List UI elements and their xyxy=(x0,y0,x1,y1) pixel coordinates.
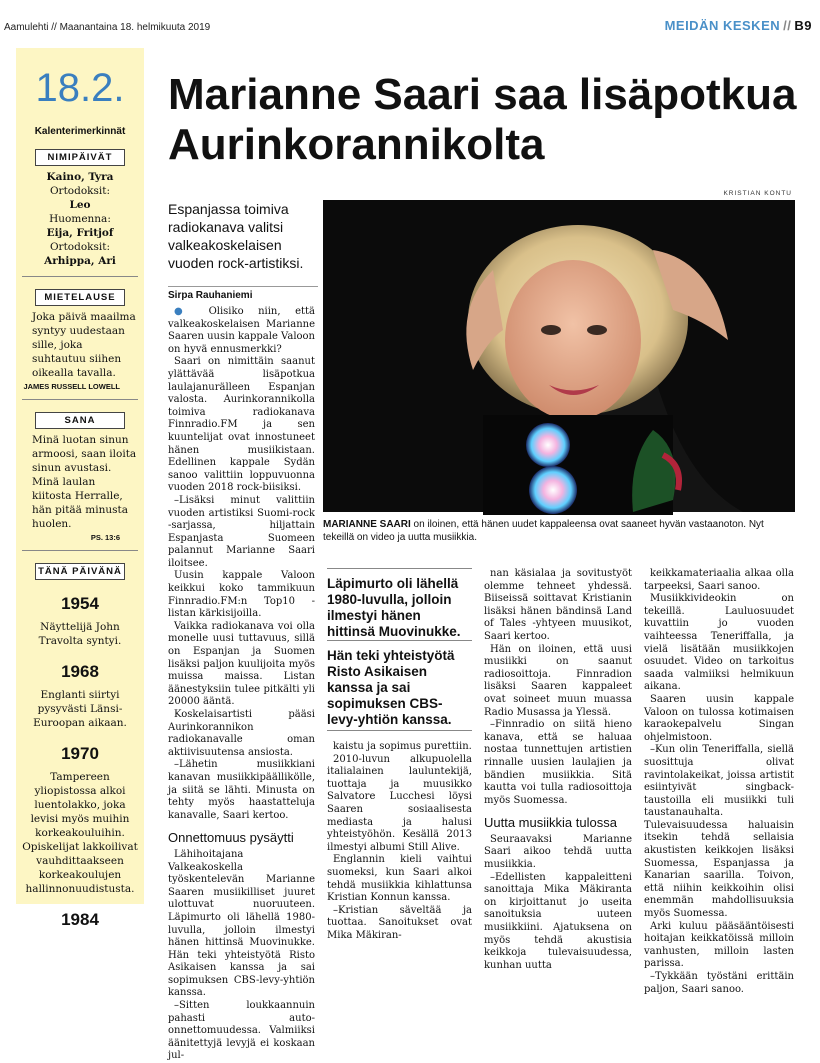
article-column-4 xyxy=(644,568,794,996)
article-paragraph: Saari on nimittäin saanut ylättävää lisäpotkua laulajanurälleen Espanjan valosta. Aurinkorannikolla toimiva radiokanava Finnradio.FM ja sen kuuntelijat ovat innostuneet hänen musiikistaan. Edellinen kappale Sydän sanoo valittiin loppuvuonna vuoden 2018 rock-biisiksi. xyxy=(168,356,315,494)
article-photo xyxy=(323,200,795,512)
event-year: 1970 xyxy=(61,744,99,763)
section-separator: // xyxy=(783,18,792,33)
mietelause-text: Joka päivä maailma syntyy uudestaan sille, joka suhtautuu siihen oikealla tavalla. xyxy=(32,311,136,379)
sana-text: Minä luotan sinun armoosi, saan iloita sinun avustasi. Minä laulan kiitosta Herralle, hän pitää minusta huolen. xyxy=(32,434,137,530)
article-paragraph: –Lähetin musiikkiani kanavan musiikkipäällikölle, ja siitä se lähti. Minusta on tehty myös haastatteluja kanavalle, Saari kertoo. xyxy=(168,759,315,821)
article-paragraph: Hän on iloinen, että uusi musiikki on saanut radiosoittoja. Finnradion lisäksi Saaren kappaleet ovat soineet muun muassa Radio Musassa ja Yle​ssä. xyxy=(484,643,632,718)
pull-quote-1: Läpimurto oli lähellä 1980-luvulla, jolloin ilmestyi hänen hittinsä Muovinukke. xyxy=(327,576,461,639)
article-paragraph: –Finnradio on siitä hieno kanava, että se haluaa nostaa tunnettujen artistien rinnalle uusien laulajien ja bändien musiikkia. Sitä kautta voi tulla radiosoittoja myös Suomessa. xyxy=(484,719,632,806)
section-name: MEIDÄN KESKEN xyxy=(664,18,781,33)
article-paragraph: –Kun olin Teneriffalla, siellä suosittuja olivat ravintolakeikat, joissa artistit esiintyivät singback-taustoilla eli musiikki tuli taustanauhalta. Tulevaisuudessa haluaisin itsekin tehdä sellaisia akustisten keikkojen lisäksi Suomessa, Espanjassa ja Kanarian saarilla. Toivon, että niihin keikkoihin olisi enemmän mahdollisuuksia myös Suomessa. xyxy=(644,744,794,920)
article-column-1 xyxy=(168,306,315,1063)
event-text: Englanti siirtyi pysyvästi Länsi-Euroopan aikaan. xyxy=(33,689,127,729)
article-paragraph: Musiikkivideokin on tekeillä. Lauluosuudet kuvattiin jo vuoden vaihteessa Teneriffalla, ja vielä lisätään musiikkojen osuudet. Video on tarkoitus saada valmiiksi helmikuun aikana. xyxy=(644,593,794,693)
nameday-line: Ortodoksit: xyxy=(49,241,111,253)
article-column-2 xyxy=(327,741,472,943)
article-paragraph: 2010-luvun alkupuolella italialainen lauluntekijä, tuottaja ja muusikko Salvatore Lucchesi löysi Saaren sosiaalisesta mediasta ja halusi yhteistyöhön. Kesällä 2013 ilmestyi albumi Still Alive. xyxy=(327,753,472,853)
subheading: Onnettomuus pysäytti xyxy=(168,830,294,846)
divider xyxy=(22,276,138,277)
article-paragraph: –Sitten loukkaannuin pahasti auto-onnettomuudessa. Valmiiksi äänitettyjä levyjä ei koskaan jul- xyxy=(168,1000,315,1062)
nimipaivat-list xyxy=(22,170,138,268)
bullet-icon: ● xyxy=(174,306,209,317)
sidebar-date: 18.2. xyxy=(35,66,125,110)
tanaan-heading: TÄNÄ PÄIVÄNÄ xyxy=(35,563,125,580)
article-paragraph: Saaren uusin kappale Valoon on tulossa kotimaisen karaokepalvelu Singan ohjelmistoon. xyxy=(644,693,794,743)
calendar-sidebar xyxy=(16,48,144,929)
article-paragraph: Koskelaisartisti pääsi Aurinkorannikon radiokanavalle oman aktiivisuutensa ansiosta. xyxy=(168,709,315,758)
caption-text: on iloinen, että hänen uudet kappaleensa ovat saaneet hyvän vastaanoton. Nyt tekeillä on video ja uutta musiikkia. xyxy=(323,519,764,543)
nameday-line: Kaino, Tyra xyxy=(46,171,114,183)
event-text: Näyttelijä John Travolta syntyi. xyxy=(38,621,122,647)
newspaper-dateline: Aamulehti // Maanantaina 18. helmikuuta 2019 xyxy=(4,22,211,33)
divider xyxy=(327,568,472,569)
nameday-line: Arhippa, Ari xyxy=(44,255,116,267)
photo-caption xyxy=(323,518,795,544)
divider xyxy=(168,286,318,287)
divider xyxy=(22,550,138,551)
mietelause-heading: MIETELAUSE xyxy=(35,289,125,306)
nameday-line: Leo xyxy=(69,199,91,211)
photo-credit: KRISTIAN KONTU xyxy=(723,190,792,197)
article-paragraph: Seuraavaksi Marianne Saari aikoo tehdä uutta musiikkia. xyxy=(484,833,632,871)
divider xyxy=(327,730,472,731)
event-year: 1984 xyxy=(61,910,99,929)
caption-name: MARIANNE SAARI xyxy=(323,519,411,530)
article-paragraph: nan käsialaa ja sovitustyöt olemme tehneet yhdessä. Biiseissä soittavat Kristianin lisäksi hänen bändinsä Land of Tales -yhtyeen muusikot, Saari kertoo. xyxy=(484,568,632,642)
mietelause-author: JAMES RUSSELL LOWELL xyxy=(23,382,120,391)
article-paragraph: Lähihoitajana Valkeakoskella työskentelevän Marianne Saaren musiikilliset juuret ulottuvat nuoruuteen. Läpimurto oli lähellä 1980-luvulla, jolloin ilmestyi hänen hittinsä Muovinukke. Hän teki yhteistyötä Risto Asikaisen kanssa ja sai sopimuksen CBS-levy-yhtiön kanssa. xyxy=(168,848,315,999)
article-paragraph: –Lisäksi minut valittiin vuoden artistiksi Suomi-rock -sarjassa, hiljattain Espanjasta Suomeen palannut Marianne Saari iloitsee. xyxy=(168,494,315,569)
page-header xyxy=(0,0,820,40)
article-paragraph: Arki kuluu pääsääntöisesti hoitajan keikkatöissä milloin vanhusten, milloin lasten parissa. xyxy=(644,920,794,970)
article-lead: Espanjassa toimiva radiokanava valitsi valkeakoskelaisen vuoden rock-artistiksi. xyxy=(168,201,304,271)
article-paragraph: –Tykkään työstäni erittäin paljon, Saari sanoo. xyxy=(644,971,794,995)
divider xyxy=(327,640,472,641)
section-label xyxy=(665,18,812,33)
article-headline: Marianne Saari saa lisäpotkua Aurinkorannikolta xyxy=(168,70,797,169)
pull-quote-2: Hän teki yhteistyötä Risto Asikaisen kanssa ja sai sopimuksen CBS-levy-yhtiön kanssa. xyxy=(327,648,455,727)
page-number: B9 xyxy=(794,18,812,33)
event-year: 1954 xyxy=(61,594,99,613)
subheading: Uutta musiikkia tulossa xyxy=(484,815,617,831)
nameday-line: Eija, Fritjof xyxy=(46,227,114,239)
sana-heading: SANA xyxy=(35,412,125,429)
divider xyxy=(22,399,138,400)
article-paragraph: –Edellisten kappaleitteni sanoittaja Mika Mäkiranta on kirjoittanut jo useita sanoituksia uuteen musiikkiini. Ajatuksena on myös tehdä akustisia keikkoja tulevaisuudessa, kunhan uutta xyxy=(484,871,632,971)
article-paragraph: keikkamateriaalia alkaa olla tarpeeksi, Saari sanoo. xyxy=(644,568,794,592)
article-paragraph: Englannin kieli vaihtui suomeksi, kun Saari alkoi tehdä musiikkia kihlattunsa Kristian Konnun kanssa. xyxy=(327,854,472,904)
article-paragraph: Uusin kappale Valoon keikkui koko tammikuun Finnradio.FM:n Top10 -listan kärkisijoilla. xyxy=(168,570,315,620)
article-paragraph: ● Olisiko niin, että valkeakoskelaisen Marianne Saaren uusin kappale Valoon on hyvä ennusmerkki? xyxy=(168,306,315,355)
article-paragraph: kaistu ja sopimus purettiin. xyxy=(333,741,472,752)
article-column-3 xyxy=(484,568,632,972)
article-paragraph: Vaikka radiokanava voi olla monelle uusi tuttavuus, sillä on Espanjan ja Suomen lisäksi paljon kuulijoita myös muissa maissa. Listan äänestyksiin tulee pitkälti yli 20000 ääntä. xyxy=(168,620,315,708)
byline: Sirpa Rauhaniemi xyxy=(168,290,253,301)
nameday-line: Ortodoksit: xyxy=(49,185,111,197)
nimipaivat-heading: NIMIPÄIVÄT xyxy=(35,149,125,166)
sana-reference: PS. 13:6 xyxy=(90,533,120,542)
nameday-line: Huomenna: xyxy=(49,213,111,225)
portrait-illustration xyxy=(323,200,795,512)
event-text: Tampereen yliopistossa alkoi luentolakko, joka levisi myös muihin korkeakouluihin. Opiskelijat lakkoilivat vauhdittaakseen korkeakoulujen hallinnonuudistusta. xyxy=(22,771,138,895)
tanaan-events xyxy=(22,594,138,930)
event-year: 1968 xyxy=(61,662,99,681)
sidebar-heading: Kalenterimerkinnät xyxy=(34,126,126,137)
article-paragraph: –Kristian säveltää ja tuottaa. Sanoitukset ovat Mika Mäkiran- xyxy=(327,904,472,941)
